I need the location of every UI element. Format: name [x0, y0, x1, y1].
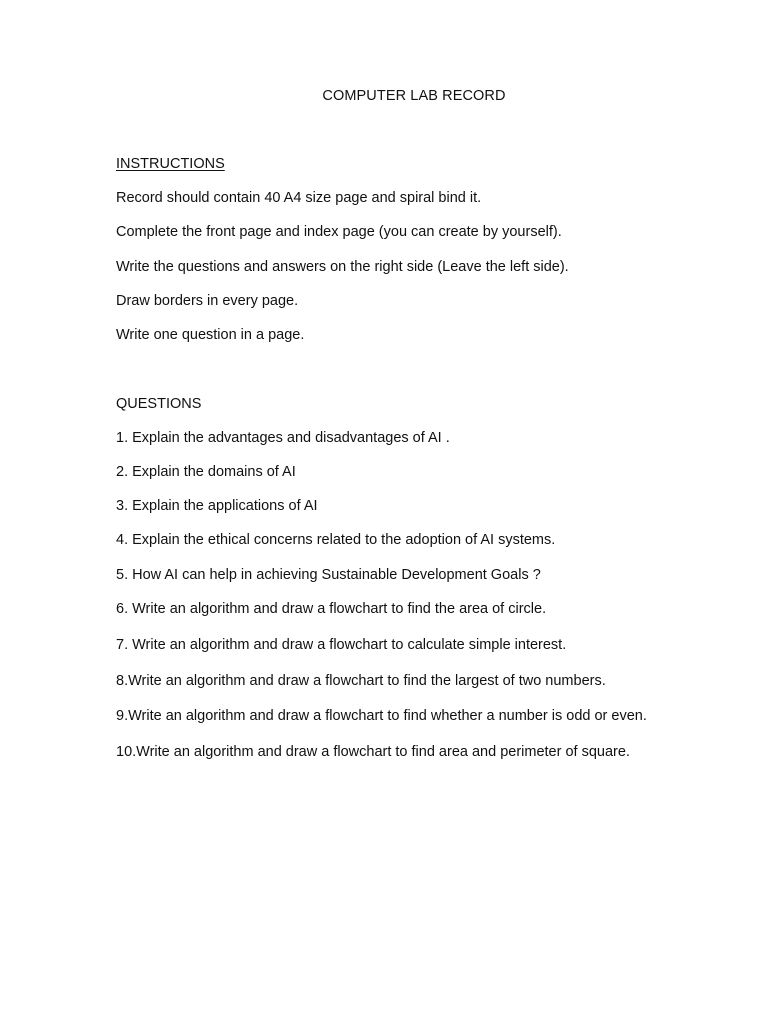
question-item: 5. How AI can help in achieving Sustainable Development Goals ?: [116, 567, 541, 583]
questions-heading: QUESTIONS: [116, 396, 202, 412]
question-item: 10.Write an algorithm and draw a flowchart to find area and perimeter of square.: [116, 744, 630, 760]
page-title: COMPUTER LAB RECORD: [322, 88, 506, 104]
instruction-item: Draw borders in every page.: [116, 293, 299, 309]
question-item: 6. Write an algorithm and draw a flowchart to find the area of circle.: [116, 601, 547, 617]
question-item: 9.Write an algorithm and draw a flowchart to find whether a number is odd or even.: [116, 708, 647, 724]
instruction-item: Write one question in a page.: [116, 327, 305, 343]
instruction-item: Write the questions and answers on the right side (Leave the left side).: [116, 259, 569, 275]
question-item: 2. Explain the domains of AI: [116, 464, 296, 480]
question-item: 3. Explain the applications of AI: [116, 498, 318, 514]
question-item: 4. Explain the ethical concerns related to the adoption of AI systems.: [116, 532, 556, 548]
instructions-heading: INSTRUCTIONS: [116, 156, 225, 172]
question-item: 8.Write an algorithm and draw a flowchart to find the largest of two numbers.: [116, 673, 606, 689]
question-item: 7. Write an algorithm and draw a flowchart to calculate simple interest.: [116, 637, 567, 653]
instruction-item: Complete the front page and index page (you can create by yourself).: [116, 224, 562, 240]
question-item: 1. Explain the advantages and disadvantages of AI .: [116, 430, 450, 446]
instruction-item: Record should contain 40 A4 size page and spiral bind it.: [116, 190, 482, 206]
